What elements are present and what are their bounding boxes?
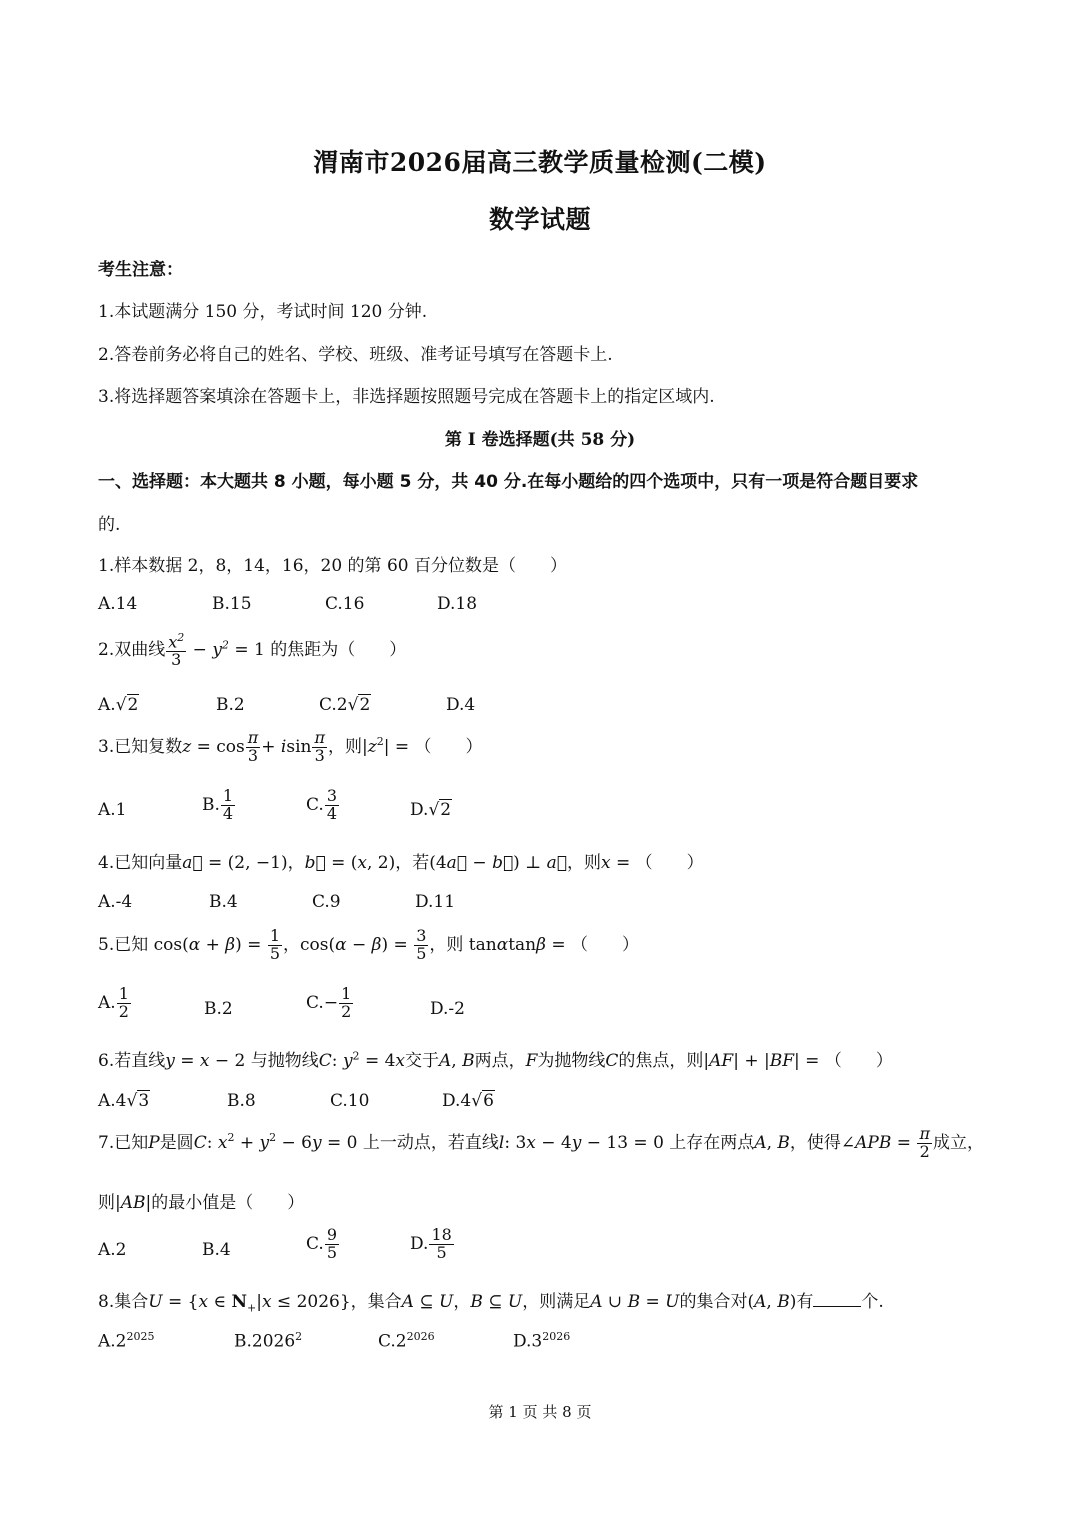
question-5-prefix: 5.已知 — [98, 934, 154, 955]
question-3-option-d: D.√2 — [410, 800, 452, 820]
question-1-stem: 1.样本数据 2，8，14，16，20 的第 60 百分位数是（ ） — [98, 556, 567, 576]
question-7-option-b: B.4 — [202, 1240, 231, 1260]
notice-item: 3.将选择题答案填涂在答题卡上，非选择题按照题号完成在答题卡上的指定区域内. — [98, 387, 715, 407]
question-7-option-a: A.2 — [98, 1240, 127, 1260]
question-1-option-a: A.14 — [98, 594, 138, 614]
question-7-stem: 7.已知P是圆C: $x^2 + y^2 - 6y = 0$ 上一动点，若直线l: 3x − 4y − 13 = 0 上存在两点A, B，使得∠APB = $\frac{\pi}{2}$ 成立， — [98, 1124, 984, 1161]
question-6-option-a: A.4√3 — [98, 1091, 150, 1111]
question-8-option-b: B.2026$^2$ — [234, 1330, 303, 1352]
question-5-option-b: B.2 — [204, 999, 233, 1019]
question-3-prefix: 3.已知复数 — [98, 736, 183, 757]
exam-title: 渭南市2026届高三教学质量检测(二模) — [313, 148, 767, 177]
question-8-option-a: $A.2^{2025}$ — [98, 1330, 155, 1352]
question-4-tail: （ ） — [635, 853, 704, 873]
question-8-option-c: $C.2^{2026}$ — [378, 1330, 435, 1352]
question-5-stem: 5.已知 cos(α + β) = $\frac{1}{5}$ ，cos(α − β) = $\frac{3}{5}$ ，则 tanαtanβ = （ ） — [98, 926, 639, 963]
section-title: 第 I 卷选择题(共 58 分) — [444, 430, 636, 450]
question-7-option-c: C. $\frac{9}{5}$ — [306, 1225, 337, 1262]
question-1-option-d: D.18 — [437, 594, 478, 614]
question-4-prefix: 4.已知向量 — [98, 853, 183, 873]
question-6-option-d: D.4√6 — [442, 1091, 494, 1111]
question-2-option-a: A.√2 — [98, 695, 139, 715]
question-8-option-d: $D.3^{2026}$ — [513, 1330, 571, 1352]
question-3-suffix: ，则 — [328, 736, 362, 757]
question-5-suffix: ，则 — [429, 934, 469, 955]
question-2-option-d: D.4 — [446, 695, 476, 715]
section-intro — [98, 467, 918, 492]
question-2-suffix: 的焦距为（ ） — [270, 639, 407, 660]
question-7-stem-line2: 则|AB|的最小值是（ ） — [98, 1193, 305, 1213]
question-3-option-b: B. $\frac{1}{4}$ — [202, 786, 234, 823]
question-5-option-a: A. $\frac{1}{2}$ — [98, 984, 129, 1021]
question-3-option-a: A.1 — [98, 800, 127, 820]
page-number: 第 1 页 共 8 页 — [488, 1403, 592, 1421]
question-2-option-b: B.2 — [216, 695, 245, 715]
question-3-option-c: C. $\frac{3}{4}$ — [306, 786, 337, 823]
question-6-option-c: C.10 — [330, 1091, 370, 1111]
question-6-stem: 6.若直线y = x − 2 与抛物线C: $y^2 = 4x$交于A, B两点，F为抛物线C的焦点，则|AF| + |BF| = （ ） — [98, 1049, 893, 1071]
question-3-tail: （ ） — [414, 736, 483, 757]
question-1-option-c: C.16 — [325, 594, 365, 614]
section-intro-text: 本大题共 8 小题，每小题 5 分，共 40 分.在每小题给的四个选项中，只有一项是符合题目要求 — [200, 472, 919, 492]
question-7-option-d: D. $\frac{18}{5}$ — [410, 1225, 452, 1262]
section-intro-cont: 的. — [98, 515, 121, 535]
question-3-stem: 3.已知复数z = cos $\frac{\pi}{3}$ + isin $\frac{\pi}{3}$ ，则$|z^2|$ = （ ） — [98, 728, 483, 765]
question-1-option-b: B.15 — [212, 594, 252, 614]
question-4-option-d: D.11 — [415, 892, 456, 912]
question-2-stem: 2.双曲线 $\frac{x^2}{3}$ − $y^2 = 1$ 的焦距为（ ） — [98, 631, 407, 670]
section-intro-label: 一、选择题： — [98, 472, 200, 492]
question-4-stem: 4.已知向量a⃗ = (2, −1)，b⃗ = (x, 2)，若(4a⃗ − b⃗) ⊥ a⃗，则x = （ ） — [98, 853, 704, 873]
notice-item: 1.本试题满分 150 分，考试时间 120 分钟. — [98, 302, 428, 322]
notice-item: 2.答卷前务必将自己的姓名、学校、班级、准考证号填写在答题卡上. — [98, 345, 613, 365]
answer-blank — [813, 1291, 861, 1307]
question-4-option-c: C.9 — [312, 892, 341, 912]
question-5-tail: （ ） — [571, 934, 639, 955]
question-6-option-b: B.8 — [227, 1091, 256, 1111]
question-4-suffix: ，则 — [566, 853, 601, 873]
question-2-prefix: 2.双曲线 — [98, 639, 166, 660]
notice-heading: 考生注意： — [98, 260, 183, 280]
question-5-option-c: C.− $\frac{1}{2}$ — [306, 984, 352, 1021]
question-4-option-b: B.4 — [209, 892, 238, 912]
question-5-option-d: D.-2 — [430, 999, 465, 1019]
exam-subtitle: 数学试题 — [488, 205, 591, 234]
question-8-stem: 8.集合U = {x ∈ $N_+|x \le 2026$}，集合A ⊆ U，B ⊆ U，则满足A ∪ B = U的集合对(A, B)有 个. — [98, 1292, 884, 1315]
question-4-option-a: A.-4 — [98, 892, 133, 912]
question-2-option-c: C.2√2 — [319, 695, 371, 715]
